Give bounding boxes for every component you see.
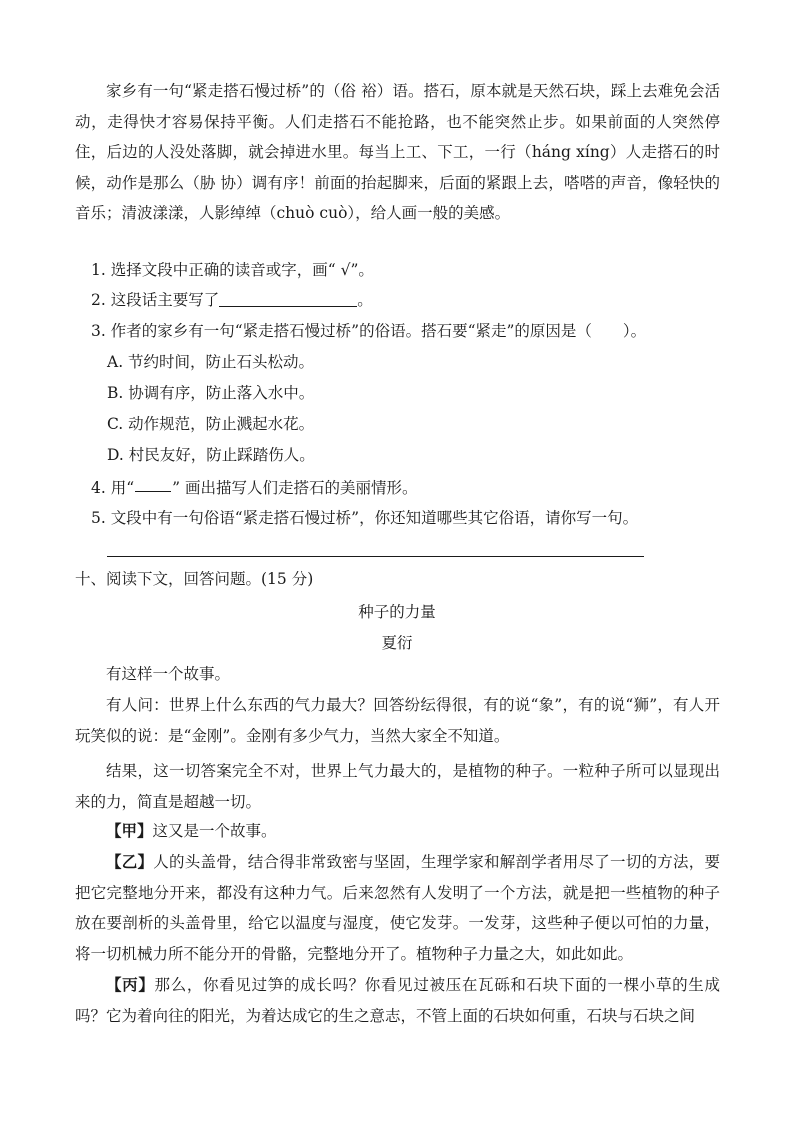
label-yi: 【乙】 xyxy=(106,852,154,871)
section-heading: 十、阅读下文，回答问题。(15 分) xyxy=(75,570,314,588)
paragraph-text: 人的头盖骨，结合得非常致密与坚固，生理学家和解剖学者用尽了一切的方法，要把它完整地分开来，都没有这种力气。后来忽然有人发明了一个方法，就是把一些植物的种子放在要剖析的头盖骨里，给它以温度与湿度，使它发芽。一发芽，这些种子便以可怕的力量，将一切机械力所不能分开的骨骼，完整地分开了。植物种子力量之大，如此如此。 xyxy=(75,853,720,963)
question-2-end: 。 xyxy=(357,291,373,309)
question-4-end: ” 画出描写人们走搭石的美丽情形。 xyxy=(172,479,418,497)
article-paragraph xyxy=(75,847,720,969)
question-2-text: 2. 这段话主要写了 xyxy=(91,291,220,309)
article-paragraph: 结果，这一切答案完全不对，世界上气力最大的，是植物的种子。一粒种子所可以显现出来的力，简直是超越一切。 xyxy=(75,762,720,811)
option-c: C. 动作规范，防止溅起水花。 xyxy=(107,415,315,433)
answer-blank[interactable] xyxy=(219,290,357,307)
passage-paragraph: 家乡有一句“紧走搭石慢过桥”的（俗 裕）语。搭石，原本就是天然石块，踩上去难免会活动，走得快才容易保持平衡。人们走搭石不能抢路，也不能突然止步。如果前面的人突然停住，后边的人没处落脚，就会掉进水里。每当上工、下工，一行（háng xíng）人走搭石的时候，动作是那么（胁 协）调有序！前面的抬起脚来，后面的紧跟上去，嗒嗒的声音，像轻快的音乐；清波漾漾，人影绰绰（chuò cuò），给人画一般的美感。 xyxy=(75,82,720,222)
article-paragraph xyxy=(75,816,720,847)
option-d: D. 村民友好，防止踩踏伤人。 xyxy=(107,446,315,464)
question-3: 3. 作者的家乡有一句“紧走搭石慢过桥”的俗语。搭石要“紧走”的原因是（ ）。 xyxy=(91,322,647,340)
label-bing: 【丙】 xyxy=(106,975,155,994)
question-4-text: 4. 用“ xyxy=(91,479,135,497)
question-5: 5. 文段中有一句俗语“紧走搭石慢过桥”，你还知道哪些其它俗语，请你写一句。 xyxy=(91,509,639,527)
label-jia: 【甲】 xyxy=(106,821,153,840)
underline-sample xyxy=(135,477,171,492)
article-paragraph: 有这样一个故事。 xyxy=(106,665,231,683)
option-b: B. 协调有序，防止落入水中。 xyxy=(107,384,315,402)
option-a: A. 节约时间，防止石头松动。 xyxy=(107,353,315,371)
question-4 xyxy=(91,477,418,498)
article-paragraph: 有人问：世界上什么东西的气力最大？回答纷纭得很，有的说“象”，有的说“狮”，有人开玩笑似的说：是“金刚”。金刚有多少气力，当然大家全不知道。 xyxy=(75,696,720,745)
answer-line[interactable] xyxy=(107,556,644,557)
question-1: 1. 选择文段中正确的读音或字，画“ √”。 xyxy=(91,261,374,279)
paragraph-text: 这又是一个故事。 xyxy=(152,822,277,840)
paragraph-text: 那么，你看见过笋的成长吗？你看见过被压在瓦砾和石块下面的一棵小草的生成吗？它为着向往的阳光，为着达成它的生之意志，不管上面的石块如何重，石块与石块之间 xyxy=(75,976,720,1025)
article-author: 夏衍 xyxy=(381,634,413,652)
article-title: 种子的力量 xyxy=(358,603,436,621)
article-paragraph xyxy=(75,970,720,1031)
question-2 xyxy=(91,290,373,310)
